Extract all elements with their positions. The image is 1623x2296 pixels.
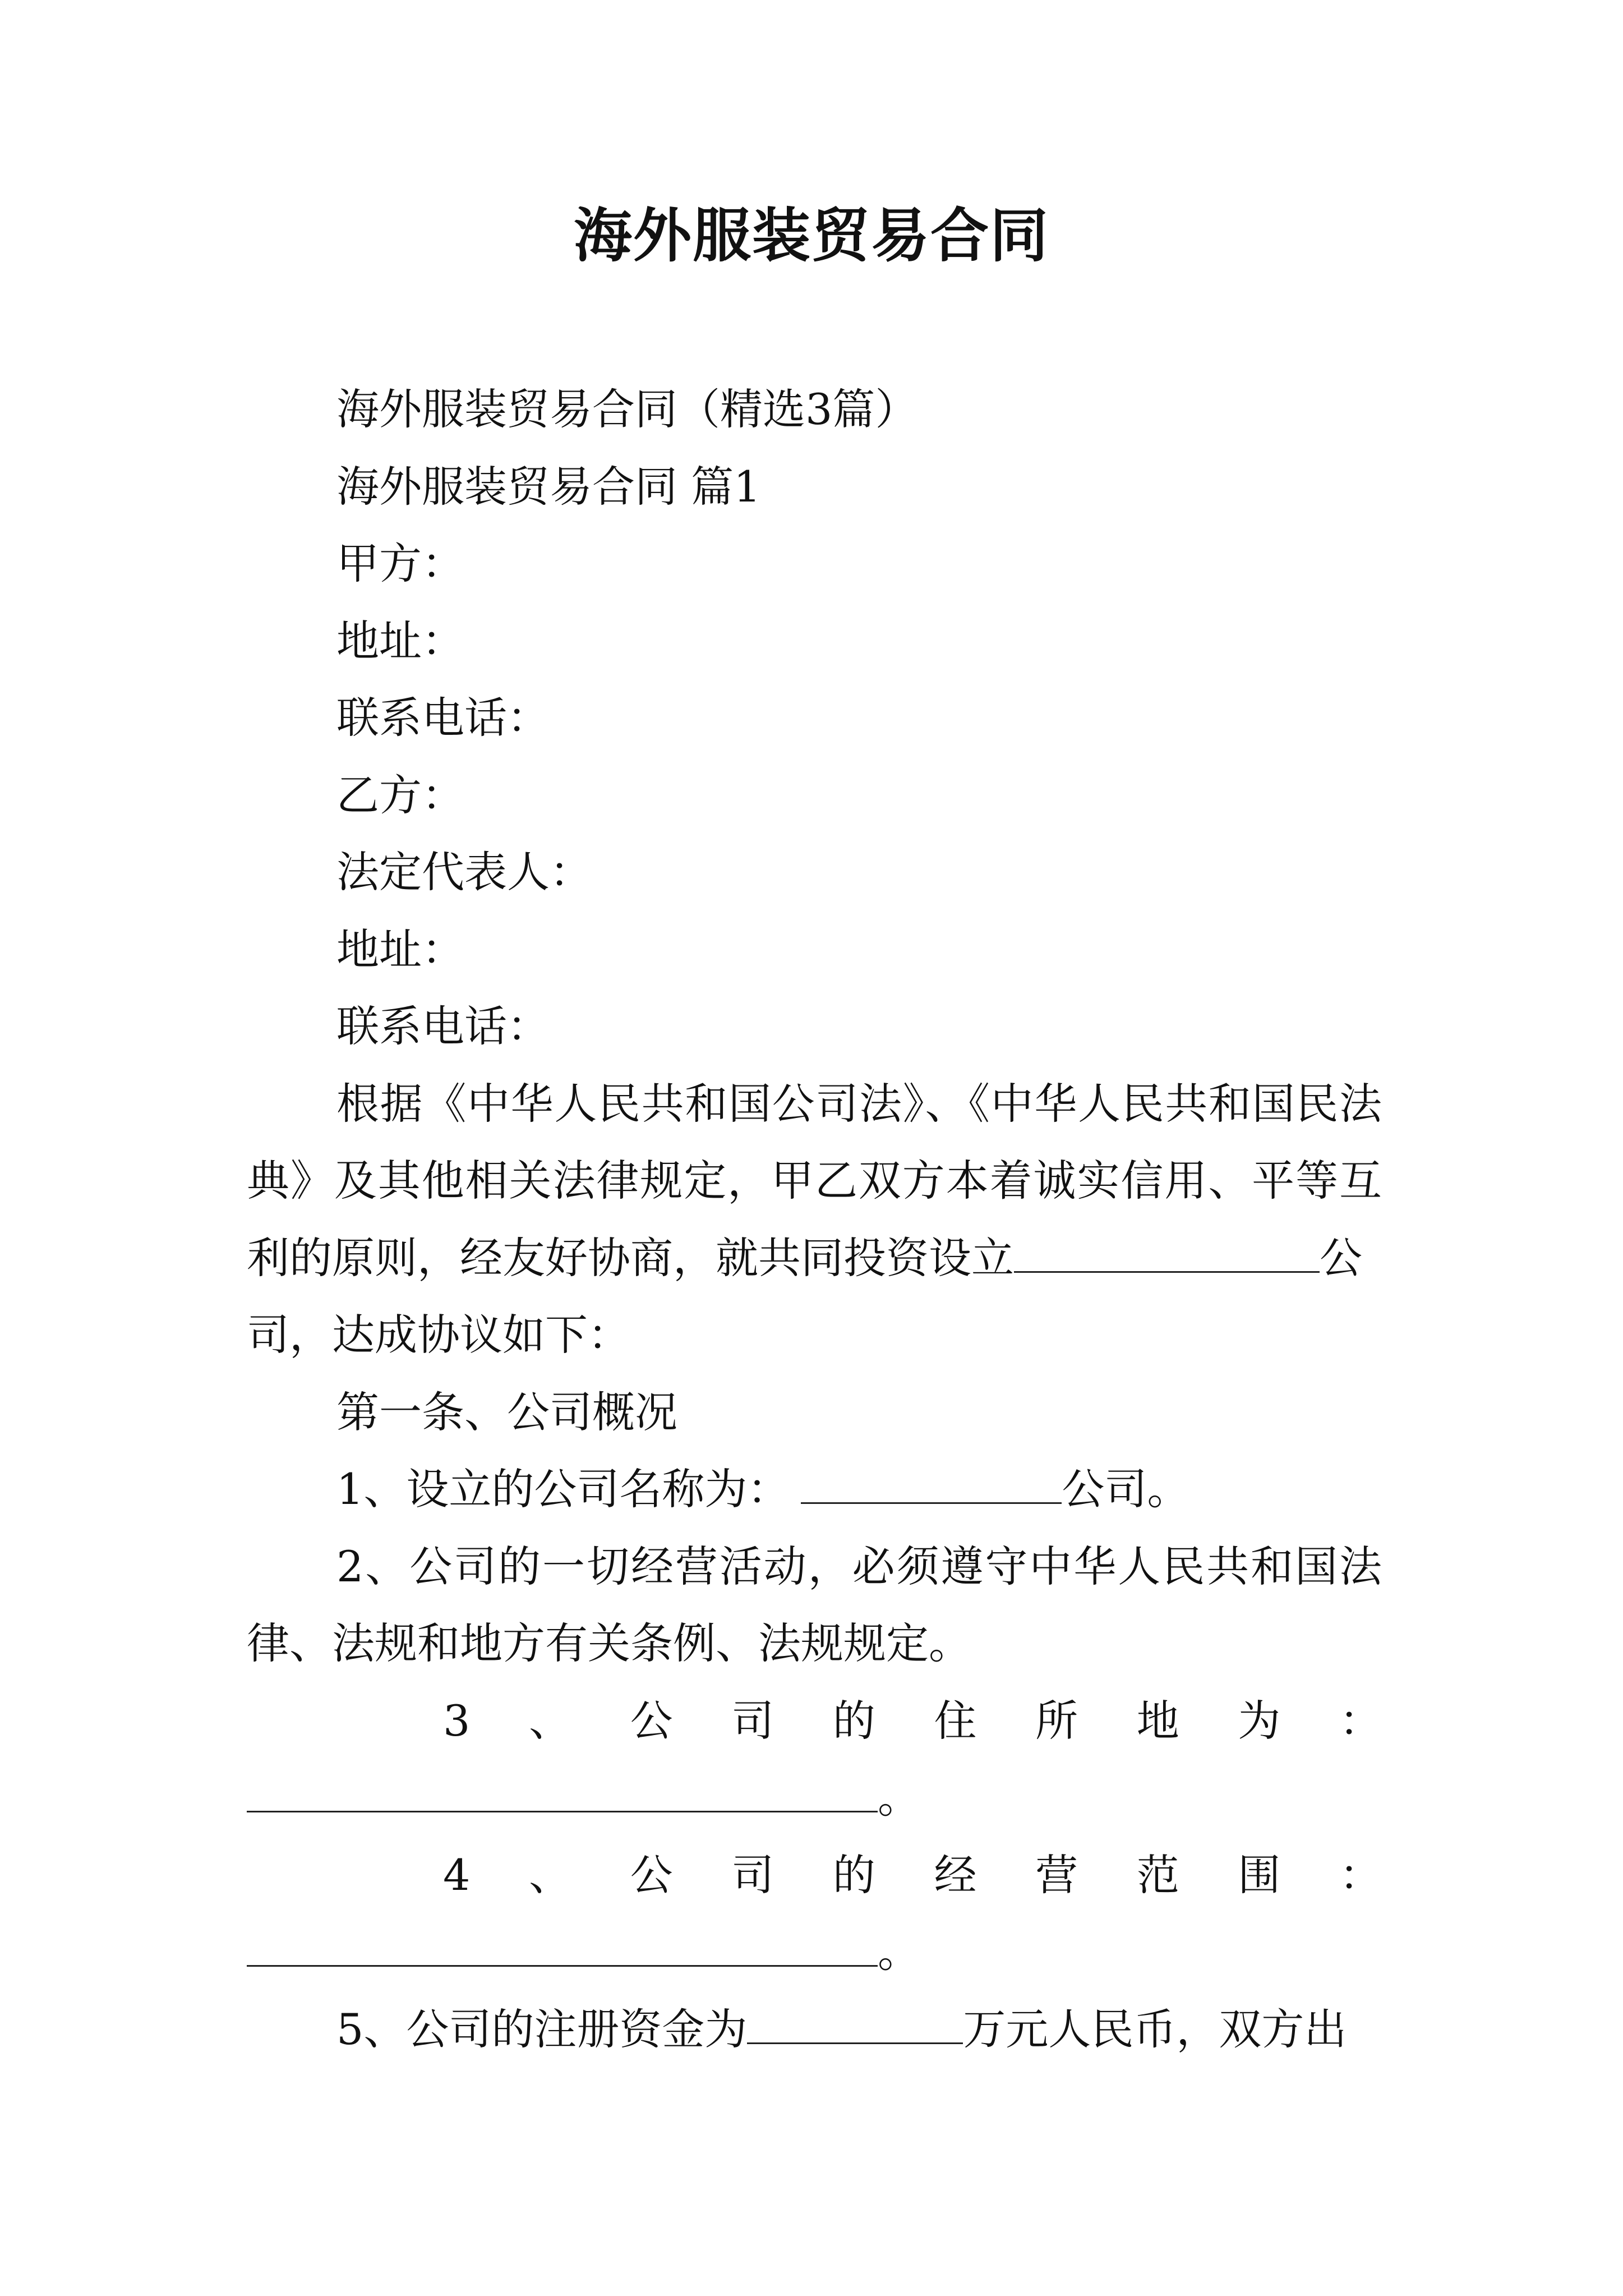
item-3-char: 、	[528, 1696, 571, 1746]
party-b-phone: 联系电话：	[336, 1001, 550, 1051]
item-4-char: 司	[731, 1850, 774, 1900]
article-1-item-4	[443, 1847, 1382, 1903]
item-1-text: 1、设立的公司名称为：	[336, 1464, 790, 1514]
item-3-char: 3	[443, 1696, 471, 1746]
item-3-char: 司	[731, 1696, 774, 1746]
party-a-phone: 联系电话：	[336, 693, 550, 743]
article-1-item-5	[336, 2001, 1347, 2058]
preamble-line-4: 司，达成协议如下：	[247, 1310, 630, 1360]
item-5-text: 5、公司的注册资金为	[336, 2004, 748, 2054]
preamble-line-1: 根据《中华人民共和国公司法》、《中华人民共和国民法	[336, 1079, 1382, 1129]
party-b-label: 乙方：	[336, 770, 464, 820]
preamble-line-3-end: 公	[1320, 1233, 1362, 1283]
item-4-char: 的	[832, 1850, 875, 1900]
section-heading: 海外服装贸易合同 篇1	[336, 462, 761, 512]
item-3-char: 所	[1035, 1696, 1078, 1746]
company-name-blank[interactable]	[801, 1462, 1062, 1504]
document-title: 海外服装贸易合同	[573, 201, 1049, 270]
preamble-line-2: 典》及其他相关法律规定，甲乙双方本着诚实信用、平等互	[247, 1156, 1382, 1205]
article-1-item-3-blank-line	[247, 1770, 920, 1826]
party-b-legal-rep: 法定代表人：	[336, 847, 592, 897]
preamble-line-3-text: 利的原则，经友好协商，就共同投资设立	[247, 1233, 1014, 1283]
item-3-char: 住	[934, 1696, 977, 1746]
item-1-end: 公司。	[1062, 1464, 1190, 1514]
item-4-end: 。	[878, 1927, 920, 1977]
capital-blank[interactable]	[747, 2002, 963, 2044]
article-1-item-2-line-2: 律、法规和地方有关条例、法规规定。	[247, 1618, 971, 1668]
item-4-char: 围	[1238, 1850, 1281, 1900]
item-3-char: 公	[630, 1696, 673, 1746]
item-3-char: 为	[1238, 1696, 1281, 1746]
article-1-item-2-line-1: 2、公司的一切经营活动，必须遵守中华人民共和国法	[336, 1542, 1382, 1591]
item-5-end: 万元人民币，双方出	[963, 2004, 1347, 2054]
item-4-char: 公	[630, 1850, 673, 1900]
article-1-item-1	[336, 1461, 1189, 1517]
item-3-char: 的	[832, 1696, 875, 1746]
business-scope-blank[interactable]	[247, 1925, 878, 1967]
article-1-item-4-blank-line	[247, 1924, 920, 1980]
company-blank[interactable]	[1014, 1231, 1320, 1273]
item-4-char: 经	[934, 1850, 977, 1900]
item-4-char: 、	[528, 1850, 571, 1900]
party-b-address: 地址：	[336, 924, 464, 974]
preamble-line-3	[247, 1230, 1362, 1286]
subtitle: 海外服装贸易合同（精选3篇）	[336, 384, 918, 434]
party-a-address: 地址：	[336, 616, 464, 666]
item-3-char: ：	[1339, 1696, 1382, 1746]
article-1-item-3	[443, 1693, 1382, 1749]
item-4-char: 4	[443, 1850, 471, 1900]
item-3-end: 。	[878, 1773, 920, 1823]
item-4-char: 范	[1136, 1850, 1179, 1900]
item-4-char: ：	[1339, 1850, 1382, 1900]
party-a-label: 甲方：	[336, 539, 464, 588]
address-blank[interactable]	[247, 1770, 878, 1812]
item-4-char: 营	[1035, 1850, 1078, 1900]
item-3-char: 地	[1136, 1696, 1179, 1746]
article-1-heading: 第一条、公司概况	[336, 1387, 677, 1437]
